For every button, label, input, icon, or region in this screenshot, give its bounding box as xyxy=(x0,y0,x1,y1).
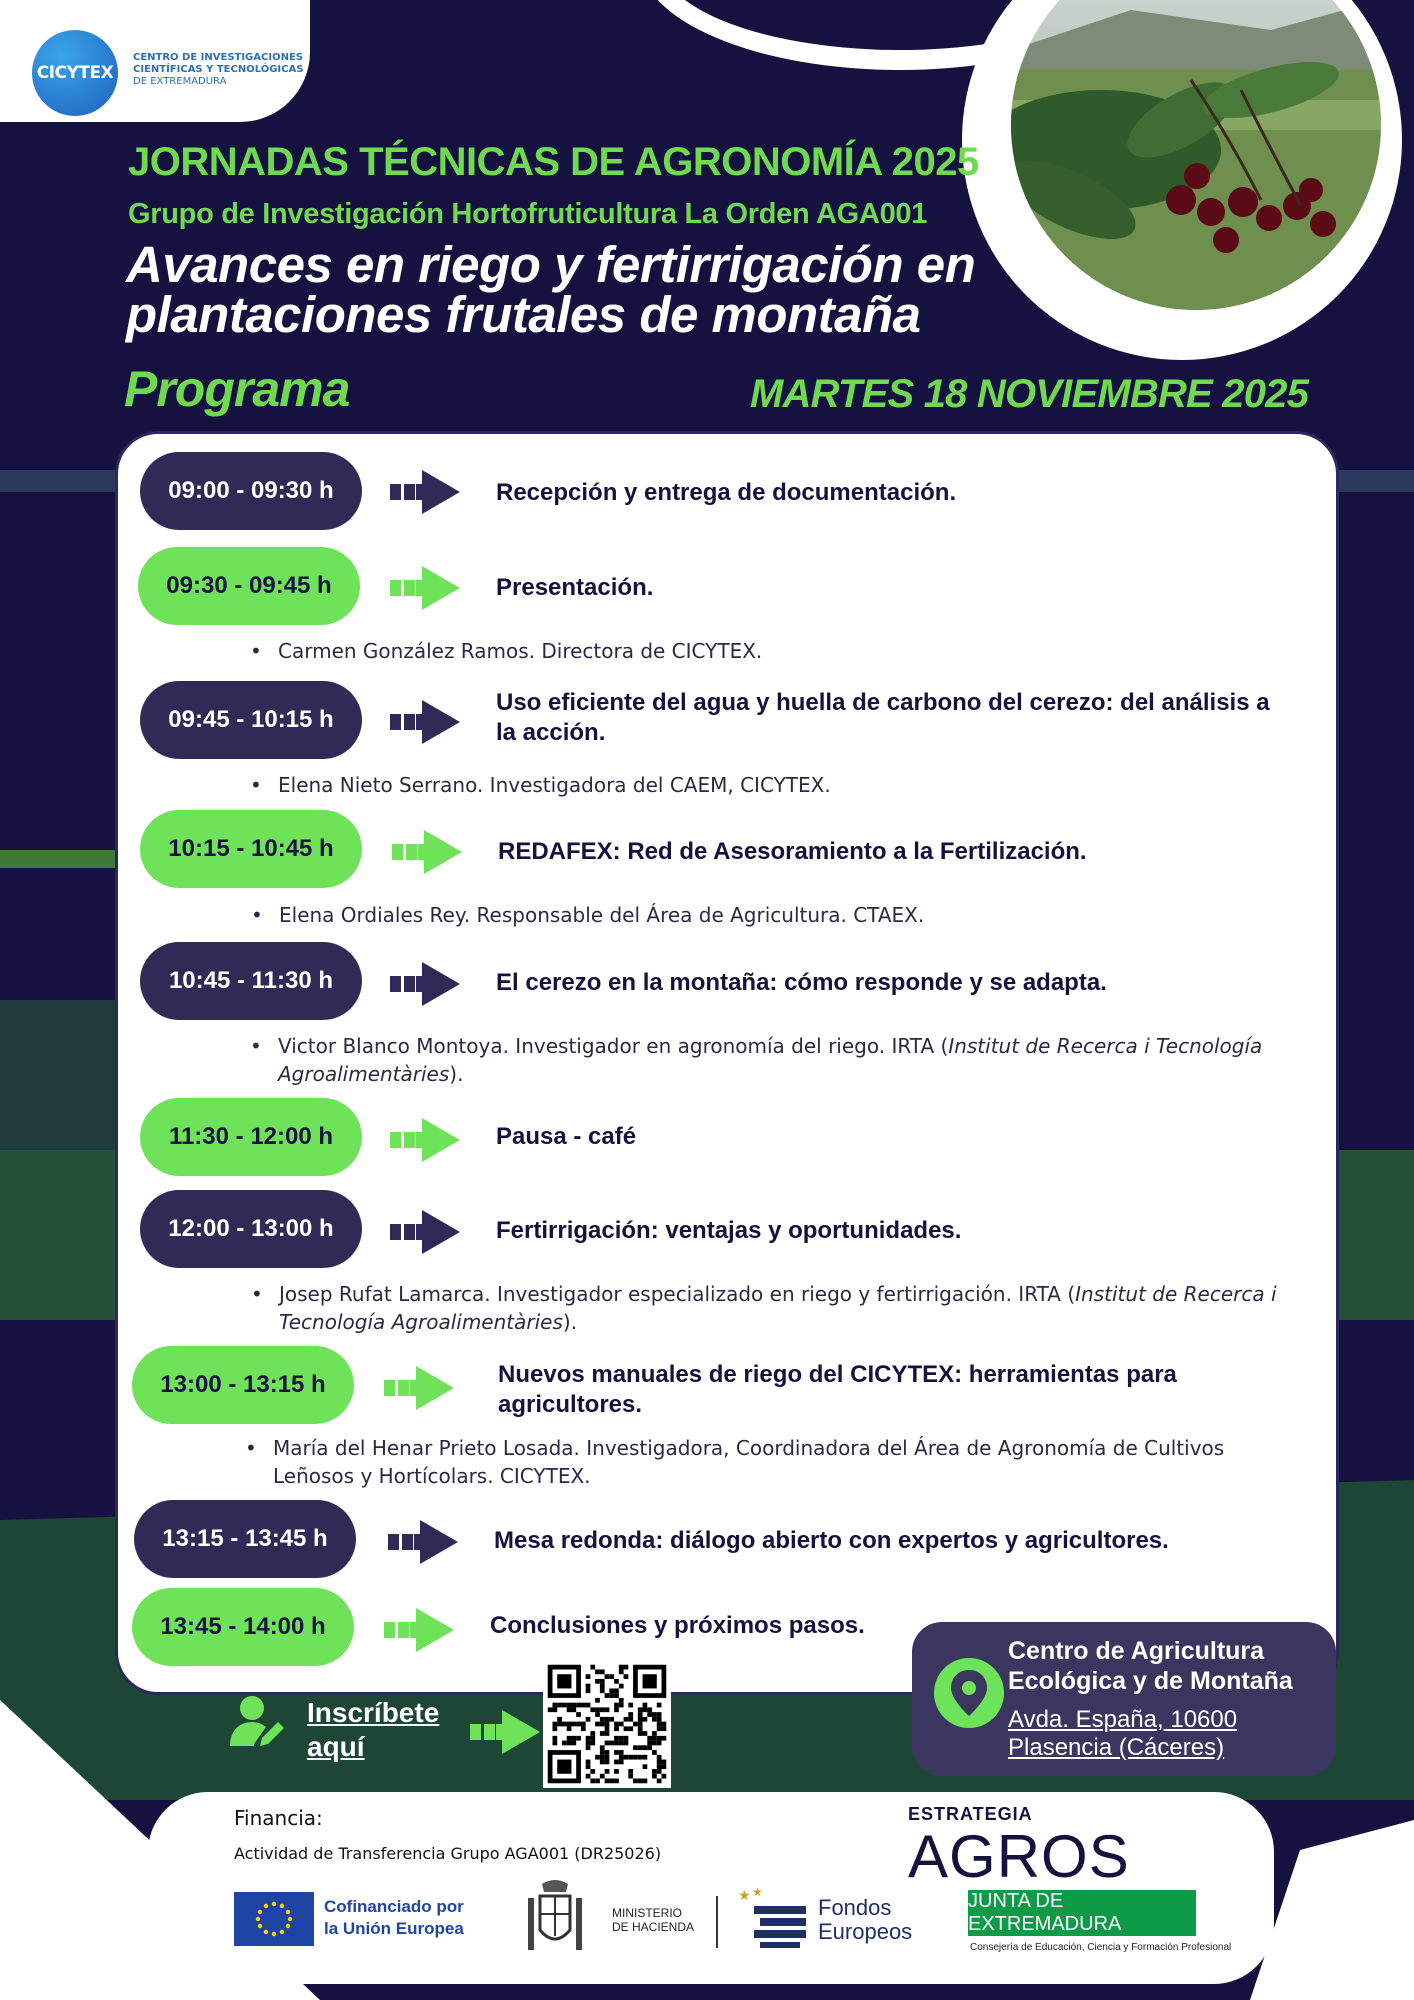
time-pill: 10:45 - 11:30 h xyxy=(140,942,362,1020)
speaker-text: Josep Rufat Lamarca. Investigador especializado en riego y fertirrigación. IRTA (Institut de Recerca i Tecnología Agroalimentàries). xyxy=(279,1282,1277,1334)
speaker: • Elena Nieto Serrano. Investigadora del CAEM, CICYTEX. xyxy=(250,773,831,797)
register-line-2: aquí xyxy=(307,1731,365,1762)
time-pill: 12:00 - 13:00 h xyxy=(140,1190,362,1268)
location-name xyxy=(1008,1636,1328,1696)
program-card xyxy=(118,434,1336,1692)
activity-title: Recepción y entrega de documentación. xyxy=(496,479,957,506)
activity-title: Fertirrigación: ventajas y oportunidades. xyxy=(496,1217,962,1244)
time-pill: 13:45 - 14:00 h xyxy=(132,1588,354,1666)
ministerio-text xyxy=(612,1906,694,1934)
programa-heading: Programa xyxy=(124,361,350,417)
time-pill: 11:30 - 12:00 h xyxy=(140,1098,362,1176)
actividad-label: Actividad de Transferencia Grupo AGA001 (DR25026) xyxy=(234,1844,662,1863)
fondos-line-2: Europeos xyxy=(818,1919,913,1944)
ministerio-line-1: MINISTERIO xyxy=(612,1906,683,1920)
financia-label: Financia: xyxy=(234,1806,323,1830)
speaker: • Carmen González Ramos. Directora de CICYTEX. xyxy=(250,639,763,663)
time-pill: 13:00 - 13:15 h xyxy=(132,1346,354,1424)
fondos-europeos-text xyxy=(818,1896,912,1944)
funding-footer xyxy=(148,1792,1274,1984)
activity-title: Uso eficiente del agua y huella de carbono del cerezo: del análisis a la acción. xyxy=(496,689,1270,746)
arrow-icon xyxy=(390,470,470,514)
group-heading: Grupo de Investigación Hortofruticultura La Orden AGA001 xyxy=(128,198,928,230)
consejeria-text: Consejería de Educación, Ciencia y Formación Profesional xyxy=(970,1942,1232,1953)
speaker-text: Elena Ordiales Rey. Responsable del Área de Agricultura. CTAEX. xyxy=(279,903,925,927)
fondos-europeos-icon xyxy=(738,1886,812,1950)
activity-title: Presentación. xyxy=(496,574,654,601)
activity-title: El cerezo en la montaña: cómo responde y se adapta. xyxy=(496,969,1107,996)
arrow-icon xyxy=(390,1118,470,1162)
event-date: MARTES 18 NOVIEMBRE 2025 xyxy=(750,372,1309,416)
location-name-line-1: Centro de Agricultura xyxy=(1008,1637,1265,1665)
activity-title: Pausa - café xyxy=(496,1123,637,1150)
arrow-icon xyxy=(392,830,472,874)
svg-text:★: ★ xyxy=(738,1888,751,1904)
location-name-line-2: Ecológica y de Montaña xyxy=(1008,1667,1293,1695)
logo-container xyxy=(0,0,310,122)
time-pill: 13:15 - 13:45 h xyxy=(134,1500,356,1578)
speaker: • Josep Rufat Lamarca. Investigador especializado en riego y fertirrigación. IRTA (Institut de Recerca i Tecnología Agroalimentàries). xyxy=(251,1282,1277,1334)
svg-text:★: ★ xyxy=(752,1886,763,1899)
divider xyxy=(716,1896,718,1948)
logo-line-3: DE EXTREMADURA xyxy=(133,76,227,87)
speaker: • Elena Ordiales Rey. Responsable del Área de Agricultura. CTAEX. xyxy=(251,903,925,927)
agros-logo: AGROS xyxy=(908,1823,1130,1890)
address-line-1: Avda. España, 10600 xyxy=(1008,1706,1238,1733)
activity-title: Nuevos manuales de riego del CICYTEX: herramientas para agricultores. xyxy=(498,1361,1177,1418)
title-line-1: Avances en riego y fertirrigación en xyxy=(126,236,976,293)
location-pin-icon xyxy=(934,1658,1004,1728)
page-title xyxy=(126,236,1026,343)
arrow-icon xyxy=(390,566,470,610)
time-pill: 10:15 - 10:45 h xyxy=(140,810,362,888)
register-arrow-icon xyxy=(470,1710,550,1754)
ministerio-line-2: DE HACIENDA xyxy=(612,1920,695,1934)
time-pill: 09:00 - 09:30 h xyxy=(140,452,362,530)
junta-extremadura-logo xyxy=(968,1890,1196,1936)
logo-line-2: CIENTÍFICAS Y TECNOLÓGICAS xyxy=(133,64,304,75)
arrow-icon xyxy=(390,700,470,744)
speaker: • María del Henar Prieto Losada. Investigadora, Coordinadora del Área de Agronomía de Cultivos Leñosos y Hortícolars. CICYTEX. xyxy=(245,1436,1225,1488)
activity-title: Mesa redonda: diálogo abierto con expertos y agricultores. xyxy=(494,1527,1169,1554)
arrow-icon xyxy=(390,1210,470,1254)
spain-coat-of-arms-icon xyxy=(520,1876,590,1960)
logo-text xyxy=(133,52,308,88)
register-link[interactable] xyxy=(307,1696,439,1764)
arrow-icon xyxy=(384,1366,464,1410)
junta-text: JUNTA DE EXTREMADURA xyxy=(968,1890,1122,1935)
arrow-icon xyxy=(390,962,470,1006)
eu-flag-icon xyxy=(234,1892,314,1946)
cicytex-logo xyxy=(32,30,118,116)
speaker-text: Elena Nieto Serrano. Investigadora del CAEM, CICYTEX. xyxy=(278,773,831,797)
activity-title: Conclusiones y próximos pasos. xyxy=(490,1612,865,1639)
title-line-2: plantaciones frutales de montaña xyxy=(126,286,921,343)
registration-qr-code[interactable] xyxy=(543,1660,671,1788)
fondos-line-1: Fondos xyxy=(818,1895,892,1920)
speaker: • Victor Blanco Montoya. Investigador en agronomía del riego. IRTA (Institut de Recerca i Tecnología Agroalimentàries). xyxy=(250,1034,1263,1086)
logo-line-1: CENTRO DE INVESTIGACIONES xyxy=(133,52,303,63)
register-line-1: Inscríbete xyxy=(307,1697,440,1728)
location-box xyxy=(912,1622,1336,1776)
address-line-2: Plasencia (Cáceres) xyxy=(1008,1734,1225,1761)
time-pill: 09:30 - 09:45 h xyxy=(138,547,360,625)
user-edit-icon xyxy=(228,1692,288,1752)
speaker-text: María del Henar Prieto Losada. Investigadora, Coordinadora del Área de Agronomía de Cultivos Leñosos y Hortícolars. CICYTEX. xyxy=(273,1436,1225,1488)
event-heading: JORNADAS TÉCNICAS DE AGRONOMÍA 2025 xyxy=(128,140,979,184)
estrategia-label: ESTRATEGIA xyxy=(908,1804,1033,1824)
location-address-link[interactable] xyxy=(1008,1706,1328,1762)
logo-acronym: CICYTEX xyxy=(36,63,114,83)
time-pill: 09:45 - 10:15 h xyxy=(140,681,362,759)
eu-cofinanced-text xyxy=(324,1896,464,1940)
arrow-icon xyxy=(384,1608,464,1652)
arrow-icon xyxy=(388,1520,468,1564)
speaker-text: Victor Blanco Montoya. Investigador en agronomía del riego. IRTA (Institut de Recerca i Tecnología Agroalimentàries). xyxy=(278,1034,1263,1086)
eu-line-2: la Unión Europea xyxy=(324,1919,464,1938)
eu-line-1: Cofinanciado por xyxy=(324,1897,464,1916)
speaker-text: Carmen González Ramos. Directora de CICYTEX. xyxy=(278,639,763,663)
activity-title: REDAFEX: Red de Asesoramiento a la Fertilización. xyxy=(498,838,1087,865)
